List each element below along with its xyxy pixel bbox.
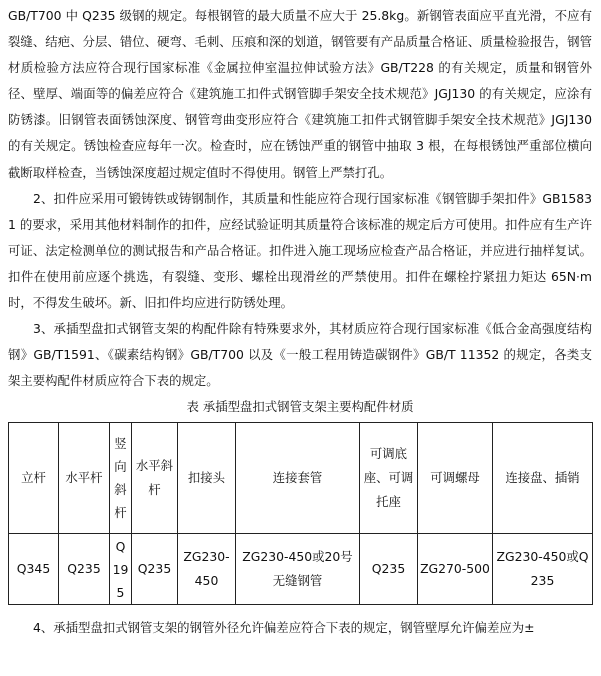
table-cell: ZG270-500 — [418, 534, 493, 605]
table-cell: ZG230-450或20号无缝钢管 — [236, 534, 360, 605]
paragraph-steel-pipe-requirements: GB/T700 中 Q235 级钢的规定。每根钢管的最大质量不应大于 25.8kg。新钢管表面应平直光滑，不应有裂缝、结疤、分层、错位、硬弯、毛刺、压痕和深的划道，钢管要有产品质量合格证、质量检验报告，钢管材质检验方法应符合现行国家标准《金属拉伸室温拉伸试验方法》GB/T228 的有关规定，质量和钢管外径、壁厚、端面等的偏差应符合《建筑施工扣件式钢管脚手架安全技术规范》JGJ130 的有关规定，应涂有防锈漆。旧钢管表面锈蚀深度、钢管弯曲变形应符合《建筑施工扣件式钢管脚手架安全技术规范》JGJ130 的有关规定。锈蚀检查应每年一次。检查时，应在锈蚀严重的钢管中抽取 3 根，在每根锈蚀严重部位横向截断取样检查，当锈蚀深度超过规定值时不得使用。钢管上严禁打孔。 — [8, 8, 592, 180]
header-cell: 扣接头 — [178, 423, 236, 534]
header-cell: 可调螺母 — [418, 423, 493, 534]
table-cell: Q235 — [132, 534, 178, 605]
paragraph-pipe-tolerance: 4、承插型盘扣式钢管支架的钢管外径允许偏差应符合下表的规定，钢管壁厚允许偏差应为± — [33, 620, 535, 636]
document-page — [8, 0, 592, 642]
header-cell: 水平杆 — [59, 423, 110, 534]
material-spec-table — [8, 422, 593, 605]
paragraph-disc-lock-material: 3、承插型盘扣式钢管支架的构配件除有特殊要求外，其材质应符合现行国家标准《低合金高强度结构钢》GB/T1591、《碳素结构钢》GB/T700 以及《一般工程用铸造碳钢件》GB/T 11352 的规定，各类支架主要构配件材质应符合下表的规定。 — [8, 321, 592, 389]
header-cell: 竖向斜杆 — [110, 423, 132, 534]
header-cell: 可调底座、可调托座 — [360, 423, 418, 534]
table-cell: Q235 — [360, 534, 418, 605]
table-cell: Q195 — [110, 534, 132, 605]
header-cell: 连接套管 — [236, 423, 360, 534]
table-caption: 表 承插型盘扣式钢管支架主要构配件材质 — [186, 399, 414, 415]
header-cell: 连接盘、插销 — [493, 423, 593, 534]
paragraph-fastener-requirements: 2、扣件应采用可锻铸铁或铸钢制作，其质量和性能应符合现行国家标准《钢管脚手架扣件》GB15831 的要求，采用其他材料制作的扣件，应经试验证明其质量符合该标准的规定后方可使用。扣件应有生产许可证、法定检测单位的测试报告和产品合格证。扣件进入施工现场应检查产品合格证，并应进行抽样复试。扣件在使用前应逐个挑选，有裂缝、变形、螺栓出现滑丝的严禁使用。扣件在螺栓拧紧扭力矩达 65N·m时，不得发生破坏。新、旧扣件均应进行防锈处理。 — [8, 190, 592, 311]
table-row — [9, 534, 593, 605]
table-cell: Q235 — [59, 534, 110, 605]
table-cell: ZG230-450 — [178, 534, 236, 605]
table-cell: Q345 — [9, 534, 59, 605]
table-header-row — [9, 423, 593, 534]
table-cell: ZG230-450或Q235 — [493, 534, 593, 605]
header-cell: 立杆 — [9, 423, 59, 534]
header-cell: 水平斜杆 — [132, 423, 178, 534]
